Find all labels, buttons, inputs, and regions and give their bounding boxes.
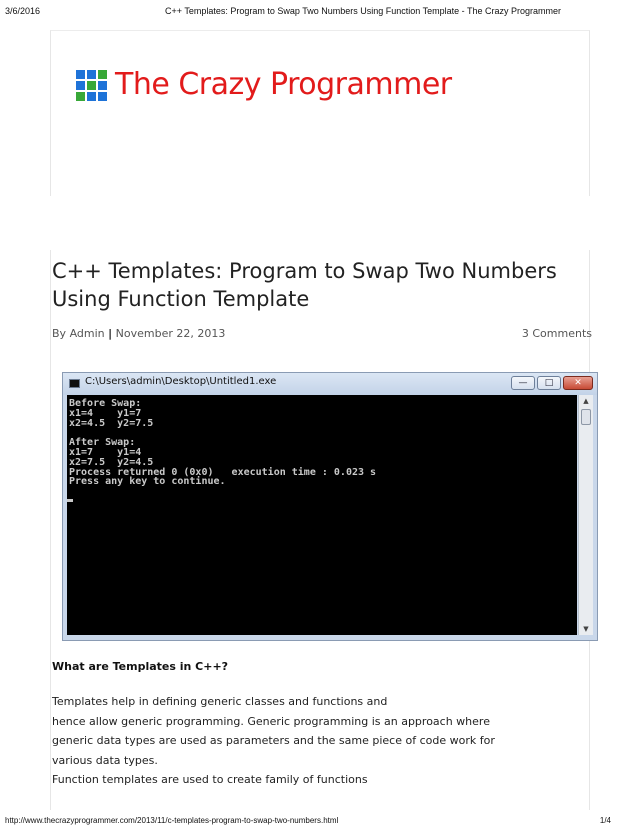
article-body	[52, 692, 495, 790]
body-line: hence allow generic programming. Generic programming is an approach where	[52, 714, 490, 728]
page-number: 1/4	[599, 816, 611, 825]
logo-tile	[76, 92, 85, 101]
logo-tile	[87, 81, 96, 90]
header-frame	[50, 30, 590, 196]
by-label: By	[52, 327, 67, 340]
minimize-button	[511, 376, 535, 390]
article-title-line1: C++ Templates: Program to Swap Two Numbers	[52, 259, 557, 283]
console-output	[67, 395, 577, 635]
scroll-down-icon: ▼	[583, 625, 589, 633]
body-line: generic data types are used as parameters and the same piece of code work for	[52, 734, 495, 748]
logo-grid-icon	[76, 70, 107, 101]
comments-link[interactable]: 3 Comments	[521, 327, 592, 340]
maximize-icon: □	[544, 378, 554, 388]
close-button	[563, 376, 593, 390]
section-heading: What are Templates in C++?	[52, 660, 229, 673]
post-date-link[interactable]: November 22, 2013	[115, 327, 226, 340]
scroll-up-icon: ▲	[583, 397, 589, 405]
article-title-line2: Using Function Template	[52, 287, 310, 311]
console-screenshot	[62, 372, 598, 641]
print-url: http://www.thecrazyprogrammer.com/2013/11/c-templates-program-to-swap-two-numbers.html	[5, 816, 339, 825]
print-title: C++ Templates: Program to Swap Two Numbers Using Function Template - The Crazy Programmer	[165, 6, 561, 16]
logo-tile	[98, 81, 107, 90]
console-path: C:\Users\admin\Desktop\Untitled1.exe	[85, 376, 277, 387]
logo-text: The Crazy Programmer	[115, 67, 452, 102]
minimize-icon: —	[518, 378, 528, 388]
console-titlebar	[63, 373, 597, 395]
console-app-icon	[69, 379, 80, 388]
body-line: Function templates are used to create family of functions	[52, 773, 368, 787]
article-meta	[52, 327, 592, 340]
print-date: 3/6/2016	[5, 6, 41, 16]
body-line: various data types.	[52, 753, 158, 767]
article-title	[52, 257, 582, 313]
maximize-button	[537, 376, 561, 390]
logo-tile	[87, 92, 96, 101]
logo-tile	[87, 70, 96, 79]
meta-separator: |	[108, 327, 113, 340]
logo-tile	[76, 70, 85, 79]
console-text: Before Swap: x1=4 y1=7 x2=4.5 y2=7.5 After Swap: x1=7 y1=4 x2=7.5 y2=4.5 Process returned 0 (0x0) execution time : 0.023 s Press any key to continue.	[69, 398, 377, 488]
body-line: Templates help in defining generic classes and functions and	[52, 695, 388, 708]
logo-tile	[98, 92, 107, 101]
author-link[interactable]: Admin	[69, 327, 105, 340]
close-icon: ✕	[574, 378, 582, 388]
site-logo[interactable]	[76, 68, 452, 102]
console-scrollbar	[578, 395, 593, 635]
logo-tile	[98, 70, 107, 79]
scroll-thumb	[581, 409, 591, 425]
logo-tile	[76, 81, 85, 90]
console-cursor	[67, 499, 73, 502]
window-controls	[511, 376, 593, 390]
